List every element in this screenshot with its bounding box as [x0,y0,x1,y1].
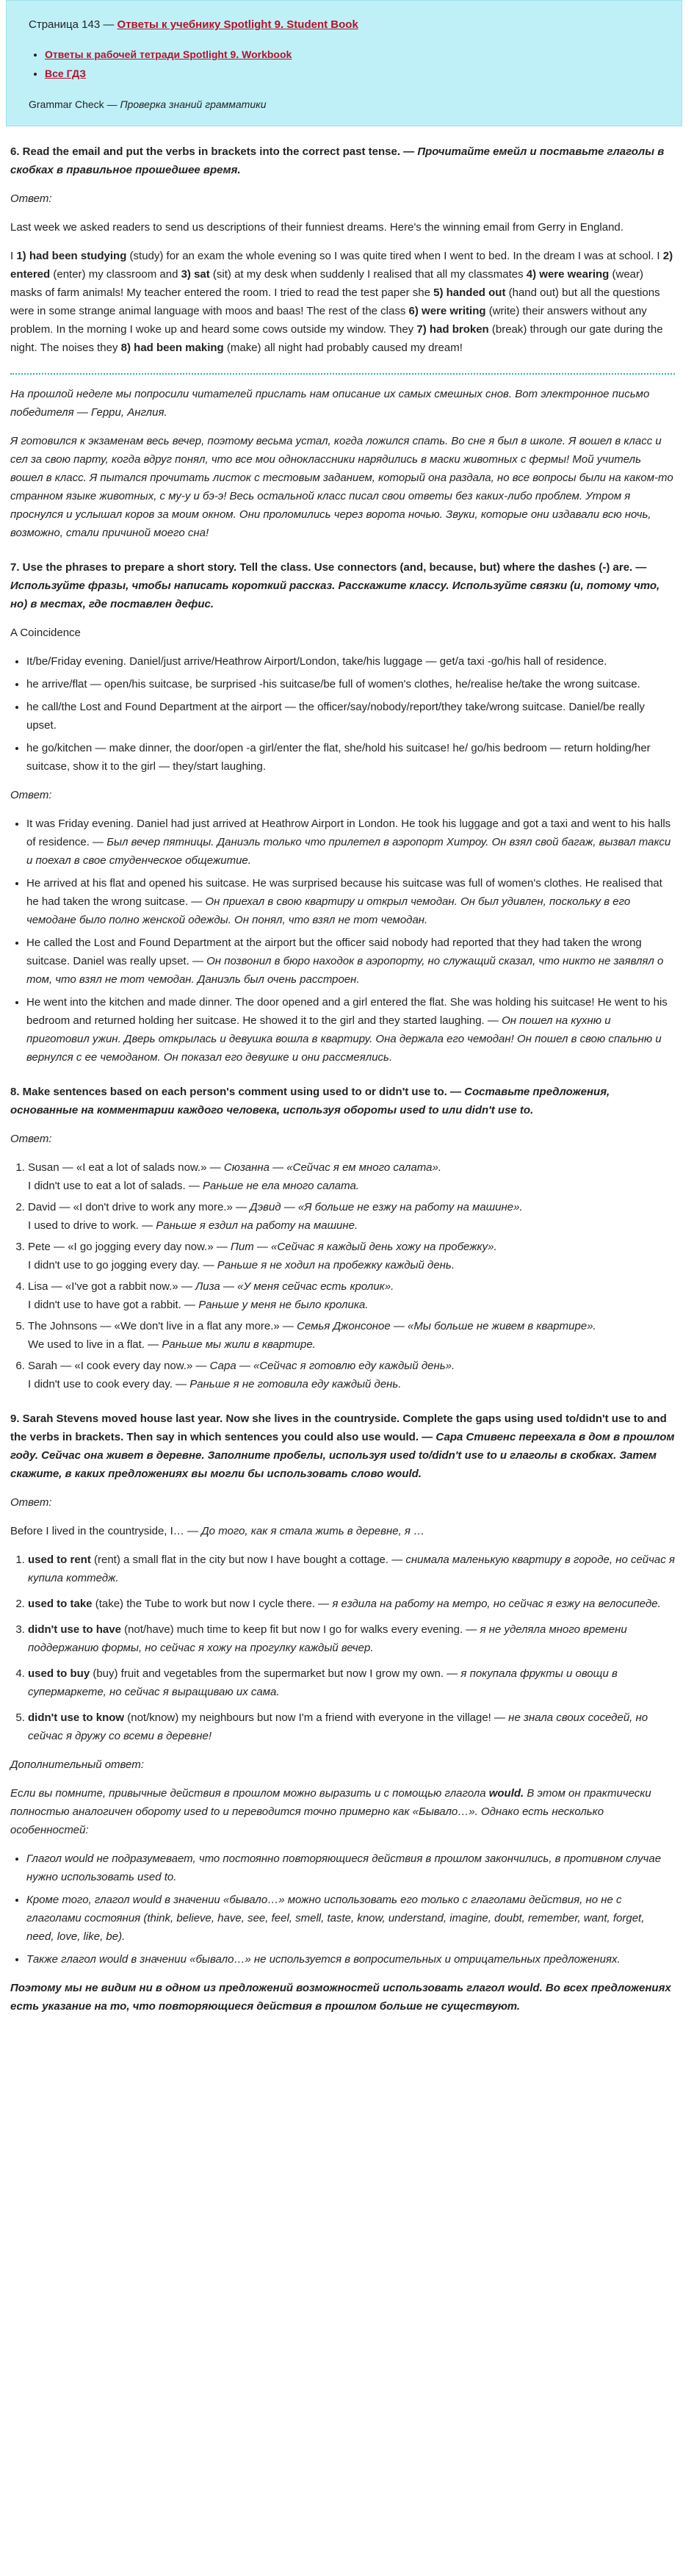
story-prompts-list [10,652,675,776]
answer-en: It was Friday evening. Daniel had just arrived at Heathrow Airport in London. He took his luggage and got a taxi and went to his halls of residence. — [26,818,671,848]
intro-ru: До того, как я стала жить в деревне, я … [201,1525,425,1537]
comment: Lisa — «I've got a rabbit now.» — [28,1280,192,1293]
answer-en: (take) the Tube to work but now I cycle there. — [92,1598,330,1610]
list-item [28,1357,675,1393]
main-content [6,142,682,2016]
answer-ru: Он пошел на кухню и приготовил ужин. Дверь открылась и девушка вошла в квартиру. Она держала его чемодан! Он пошел в свою спальню и вернулся с ее чемоданом. Он показал его девушке и они рассмеялись. [26,1014,662,1064]
sentence-ru: Раньше не ела много салата. [203,1180,359,1192]
list-item: • he call/the Lost and Found Department at the airport — the officer/say/nobody/report/they take/wrong suitcase. Daniel/be really upset. [26,698,675,735]
list-item [26,934,675,989]
list-item: • Глагол would не подразумевает, что постоянно повторяющиеся действия в прошлом закончились, в противном случае нужно использовать used to. [26,1850,675,1886]
gap-fill-intro [10,1522,675,1540]
email-intro: Last week we asked readers to send us descriptions of their funniest dreams. Here's the winning email from Gerry in England. [10,221,623,234]
list-item: • It/be/Friday evening. Daniel/just arrive/Heathrow Airport/London, take/his luggage — get/a taxi -go/his hall of residence. [26,652,675,671]
student-book-link[interactable]: Ответы к учебнику Spotlight 9. Student Book [117,18,358,31]
sentence: I didn't use to eat a lot of salads. — [28,1180,200,1192]
sentence: I didn't use to cook every day. — [28,1378,187,1390]
comment: Sarah — «I cook every day now.» — [28,1360,207,1372]
list-item [26,874,675,929]
answer-en: He arrived at his flat and opened his suitcase. He was surprised because his suitcase was full of women's clothes. He realised that he had taken the wrong suitcase. — [26,877,662,908]
list-item [28,1664,675,1701]
comment: Susan — «I eat a lot of salads now.» — [28,1161,221,1174]
answer-en: (not/have) much time to keep fit but now I go for walks every evening. — [120,1623,477,1636]
list-item [28,1158,675,1195]
answer-verb: used to buy [28,1667,90,1680]
answer-en: (buy) fruit and vegetables from the supermarket but now I grow my own. — [90,1667,458,1680]
sentence-ru: Раньше у меня не было кролика. [198,1299,369,1311]
question-ru: Сара Стивенс переехала в дом в прошлом году. Сейчас она живет в деревне. Заполните пробелы, используя used to/didn't use to и глаголы в скобках. Затем скажите, в каких предложениях вы могли бы использовать слово would. [10,1431,675,1480]
grammar-check-heading [29,96,659,112]
page-breadcrumb [29,17,659,33]
conclusion [10,1979,675,2016]
email-body: I 1) had been studying (study) for an exam the whole evening so I was quite tired when I went to bed. In the dream I was at school. I 2) entered (enter) my classroom and 3) sat (sit) at my desk when suddenly I realised that all my classmates 4) were wearing (wear) masks of farm animals! My teacher entered the room. I tried to read the test paper she 5) handed out (hand out) but all the questions were in some strange animal language with moos and baas! The rest of the class 6) were writing (write) their answers without any problem. In the morning I woke up and heard some cows outside my window. They 7) had broken (break) through our gate during the night. The noises they 8) had been making (make) all night had probably caused my dream! [10,250,673,354]
question-en: 6. Read the email and put the verbs in brackets into the correct past tense. — [10,145,415,158]
list-item [28,1709,675,1745]
answer-ru: Был вечер пятницы. Даниэль только что прилетел в аэропорт Хитроу. Он взял свой багаж, вызвал такси и поехал в свое студенческое общежитие. [26,836,671,867]
explanation-keyword: would. [488,1787,524,1800]
list-item [45,46,659,62]
answer-en: (not/know) my neighbours but now I'm a friend with everyone in the village! — [124,1711,506,1724]
story-answers-list [10,815,675,1067]
answer-ru: я покупала фрукты и овощи в супермаркете, но сейчас я выращиваю их сама. [28,1667,618,1698]
comment: David — «I don't drive to work any more.» — [28,1201,247,1213]
sentence: We used to live in a flat. — [28,1338,159,1351]
list-item: • Также глагол would в значении «бывало…» не используется в вопросительных и отрицательных предложениях. [26,1950,675,1969]
list-item [26,815,675,870]
translation-intro: На прошлой неделе мы попросили читателей прислать нам описание их самых смешных снов. Вот электронное письмо победителя — Герри, Англия. [10,388,650,419]
all-gdz-link[interactable]: Все ГДЗ [45,68,87,79]
question-en: 7. Use the phrases to prepare a short story. Tell the class. Use connectors (and, because, but) where the dashes (-) are. — [10,561,647,574]
sentence-ru: Раньше мы жили в квартире. [162,1338,316,1351]
answer-en: He called the Lost and Found Department at the airport but the officer said nobody had reported that they had taken the wrong suitcase. Daniel was really upset. — [26,937,642,967]
question-en: 8. Make sentences based on each person's comment using used to or didn't use to. — [10,1086,461,1098]
exercise-9-question [10,1410,675,1483]
used-to-answers-list [10,1158,675,1393]
list-item: • Кроме того, глагол would в значении «бывало…» можно использовать его только с глаголами действия, но не с глаголами состояния (think, believe, have, see, feel, smell, taste, know, understand, imagine, doubt, remember, want, forget, need, love, like, be). [26,1891,675,1946]
question-ru: Используйте фразы, чтобы написать короткий рассказ. Расскажите классу. Используйте связки (и, потому что, но) в местах, где поставлен дефис. [10,580,660,610]
extra-answer-label: Дополнительный ответ: [10,1758,144,1771]
answer-verb: used to take [28,1598,93,1610]
question-en: 9. Sarah Stevens moved house last year. Now she lives in the countryside. Complete the gaps using used to/didn't use to and the verbs in brackets. Then say in which sentences you could also use would. — [10,1413,667,1443]
navigation-box [6,0,682,126]
sentence: I didn't use to go jogging every day. — [28,1259,214,1271]
comment-ru: Пит — «Сейчас я каждый день хожу на пробежку». [231,1241,497,1253]
answer-label: Ответ: [10,192,52,205]
list-item [28,1551,675,1587]
exercise-7-question [10,558,675,613]
separator-line [10,373,675,375]
story-title: A Coincidence [10,627,81,639]
list-item [28,1595,675,1613]
answer-ru: я ездила на работу на метро, но сейчас я езжу на велосипеде. [329,1598,661,1610]
answer-verb: didn't use to have [28,1623,121,1636]
list-item: • he go/kitchen — make dinner, the door/open -a girl/enter the flat, she/hold his suitcase! he/ go/his bedroom — return holding/her suitcase, show it to the girl — they/start laughing. [26,739,675,776]
answer-ru: я не уделяла много времени поддержанию формы, но сейчас я хожу на прогулку каждый вечер. [28,1623,627,1654]
list-item [28,1198,675,1235]
explanation-text: Если вы помните, привычные действия в прошлом можно выразить и с помощью глагола [10,1787,489,1800]
comment: Pete — «I go jogging every day now.» — [28,1241,228,1253]
list-item [26,993,675,1067]
exercise-6-question [10,142,675,179]
workbook-link[interactable]: Ответы к рабочей тетради Spotlight 9. Workbook [45,48,292,60]
list-item [28,1317,675,1354]
answer-en: (rent) a small flat in the city but now I have bought a cottage. — [90,1554,403,1566]
translation-body: Я готовился к экзаменам весь вечер, поэтому весьма устал, когда ложился спать. Во сне я был в школе. Я вошел в класс и сел за свою парту, когда вдруг понял, что все мои одноклассники нарядились в маски животных с фермы! Мой учитель вошел в класс. Я пытался прочитать листок с тестовым заданием, который она раздала, но все вопросы были на каком-то странном языке животных, с му-у и бэ-э! Весь остальной класс писал свои ответы без каких-либо проблем. Утром я проснулся и услышал коров за моим окном. Они проломились через ворота ночью. Звуки, которые они издавали всю ночь, возможно, стали причиной моего сна! [10,435,673,539]
exercise-8-question [10,1083,675,1119]
answer-en: He went into the kitchen and made dinner. The door opened and a girl entered the flat. She was holding his suitcase! He went to his bedroom and returned holding her suitcase. He showed it to the girl and they started laughing. — [26,996,668,1027]
answer-ru: Он позвонил в бюро находок в аэропорту, но служащий сказал, что никто не заявлял о том, что взял не тот чемодан. Даниэль был очень расстроен. [26,955,664,986]
sentence-ru: Раньше я ездил на работу на машине. [156,1219,358,1232]
answer-ru: Он приехал в свою квартиру и открыл чемодан. Он был удивлен, поскольку в его чемодане было полно женской одежды. Он понял, что взял не тот чемодан. [26,895,631,926]
comment-ru: Сара — «Сейчас я готовлю еду каждый день». [209,1360,455,1372]
related-links-list [29,46,659,82]
would-explanation [10,1784,675,1839]
gap-fill-answers-list [10,1551,675,1745]
comment-ru: Сюзанна — «Сейчас я ем много салата». [223,1161,441,1174]
list-item [28,1277,675,1314]
list-item [28,1620,675,1657]
grammar-check-title: Grammar Check — [29,98,118,110]
answer-label: Ответ: [10,1496,52,1509]
sentence-ru: Раньше я не ходил на пробежку каждый день. [217,1259,455,1271]
comment-ru: Лиза — «У меня сейчас есть кролик». [195,1280,394,1293]
grammar-check-subtitle: Проверка знаний грамматики [120,98,267,110]
list-item [45,65,659,82]
comment: The Johnsons — «We don't live in a flat any more.» — [28,1320,294,1332]
intro-en: Before I lived in the countryside, I… — [10,1525,198,1537]
question-ru: Прочитайте емейл и поставьте глаголы в скобках в правильное прошедшее время. [10,145,665,176]
answer-ru: снимала маленькую квартиру в городе, но сейчас я купила коттедж. [28,1554,675,1584]
page-prefix: Страница 143 — [29,18,115,31]
answer-label: Ответ: [10,789,52,801]
sentence: I didn't use to have got a rabbit. — [28,1299,196,1311]
answer-verb: used to rent [28,1554,91,1566]
would-notes-list [10,1850,675,1969]
explanation-text: В этом он практически полностью аналогичен обороту used to и переводится точно примерно как «Бывало…». Однако есть несколько особенностей: [10,1787,651,1836]
answer-label: Ответ: [10,1133,52,1145]
question-ru: Составьте предложения, основанные на комментарии каждого человека, используя обороты used to или didn't use to. [10,1086,610,1116]
answer-ru: не знала своих соседей, но сейчас я дружу со всеми в деревне! [28,1711,648,1742]
sentence-ru: Раньше я не готовила еду каждый день. [189,1378,402,1390]
sentence: I used to drive to work. — [28,1219,153,1232]
comment-ru: Дэвид — «Я больше не езжу на работу на машине». [250,1201,523,1213]
conclusion-text: Поэтому мы не видим ни в одном из предложений возможностей использовать глагол would. Во всех предложениях есть указание на то, что повторяющиеся действия в прошлом больше не существуют. [10,1982,671,2013]
comment-ru: Семья Джонсоное — «Мы больше не живем в квартире». [297,1320,596,1332]
list-item: • he arrive/flat — open/his suitcase, be surprised -his suitcase/be full of women's clothes, he/realise he/take the wrong suitcase. [26,675,675,693]
list-item [28,1238,675,1274]
answer-verb: didn't use to know [28,1711,125,1724]
